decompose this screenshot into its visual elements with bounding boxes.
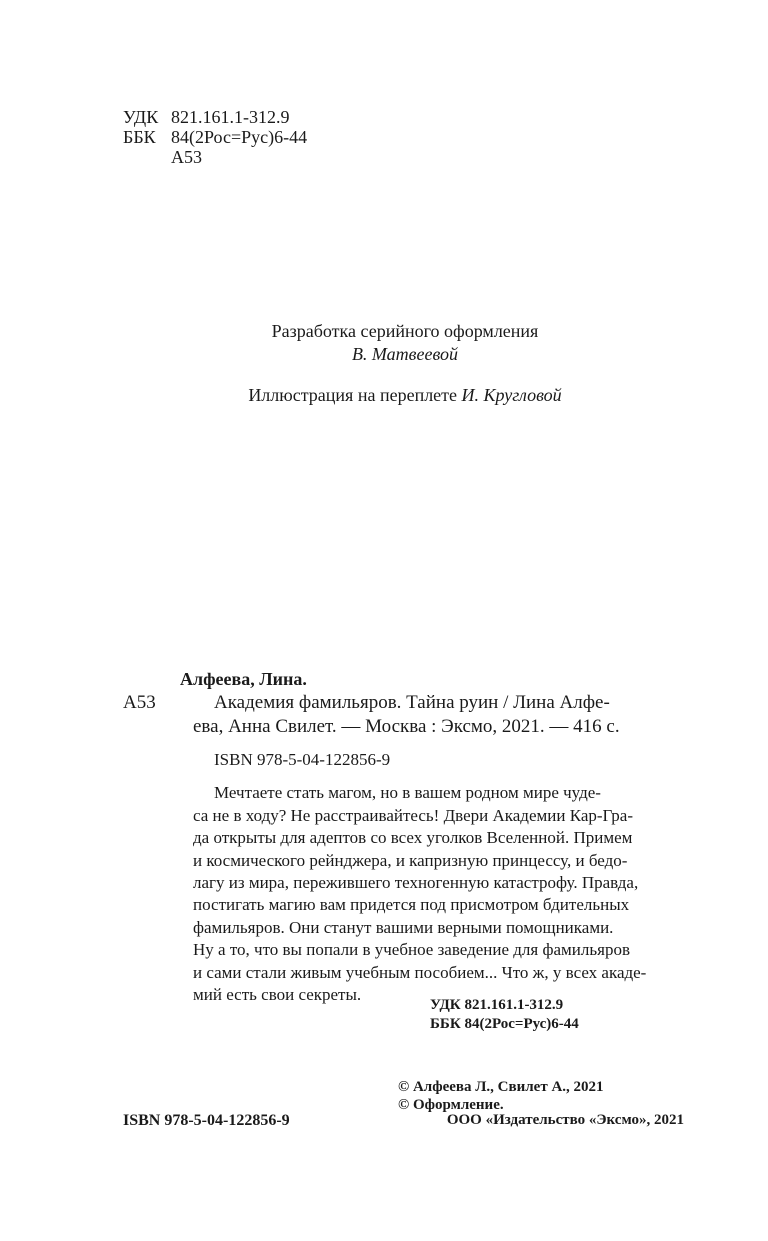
footer-isbn: ISBN 978-5-04-122856-9 (123, 1112, 290, 1129)
annotation-line: и космического рейнджера, и капризную принцессу, и бедо- (193, 851, 628, 870)
illustrator-name: И. Кругловой (461, 385, 562, 405)
bib-isbn: ISBN 978-5-04-122856-9 (214, 750, 391, 769)
udk-code: УДК 821.161.1-312.9 (430, 997, 564, 1013)
annotation-line: мий есть свои секреты. (193, 985, 362, 1004)
author-sign: А53 (123, 692, 156, 713)
series-design-credit: Разработка серийного оформления (271, 321, 539, 341)
udk-label: УДК (123, 107, 159, 127)
bbk-label: ББК (123, 127, 156, 147)
copyright-authors: © Алфеева Л., Свилет А., 2021 (398, 1079, 604, 1095)
copyright-publisher: ООО «Издательство «Эксмо», 2021 (446, 1112, 684, 1128)
bib-line-2: ева, Анна Свилет. — Москва : Эксмо, 2021. — 416 с. (193, 716, 620, 737)
udk-value: 821.161.1-312.9 (171, 107, 290, 127)
author-heading: Алфеева, Лина. (180, 669, 307, 689)
annotation-line: са не в ходу? Не расстраивайтесь! Двери Академии Кар-Гра- (193, 806, 633, 825)
annotation-line: и сами стали живым учебным пособием... Что ж, у всех акаде- (193, 963, 647, 982)
annotation-line: лагу из мира, пережившего техногенную катастрофу. Правда, (193, 873, 639, 892)
annotation-line: да открыты для адептов со всех уголков Вселенной. Примем (193, 828, 633, 847)
author-sign-top: А53 (171, 147, 202, 167)
annotation-line: Ну а то, что вы попали в учебное заведение для фамильяров (193, 940, 630, 959)
bib-line-1: Академия фамильяров. Тайна руин / Лина Алфе- (214, 692, 610, 713)
illustration-prefix: Иллюстрация на переплете (248, 385, 458, 405)
bbk-value: 84(2Рос=Рус)6-44 (171, 127, 308, 147)
annotation-line: постигать магию вам придется под присмотром бдительных (193, 895, 630, 914)
annotation-line: Мечтаете стать магом, но в вашем родном мире чуде- (214, 783, 601, 802)
bbk-code: ББК 84(2Рос=Рус)6-44 (430, 1016, 579, 1032)
copyright-design: © Оформление. (398, 1097, 504, 1113)
illustration-credit (0, 384, 768, 406)
series-designer-name: В. Матвеевой (351, 344, 459, 364)
annotation-line: фамильяров. Они станут вашими верными помощниками. (193, 918, 614, 937)
